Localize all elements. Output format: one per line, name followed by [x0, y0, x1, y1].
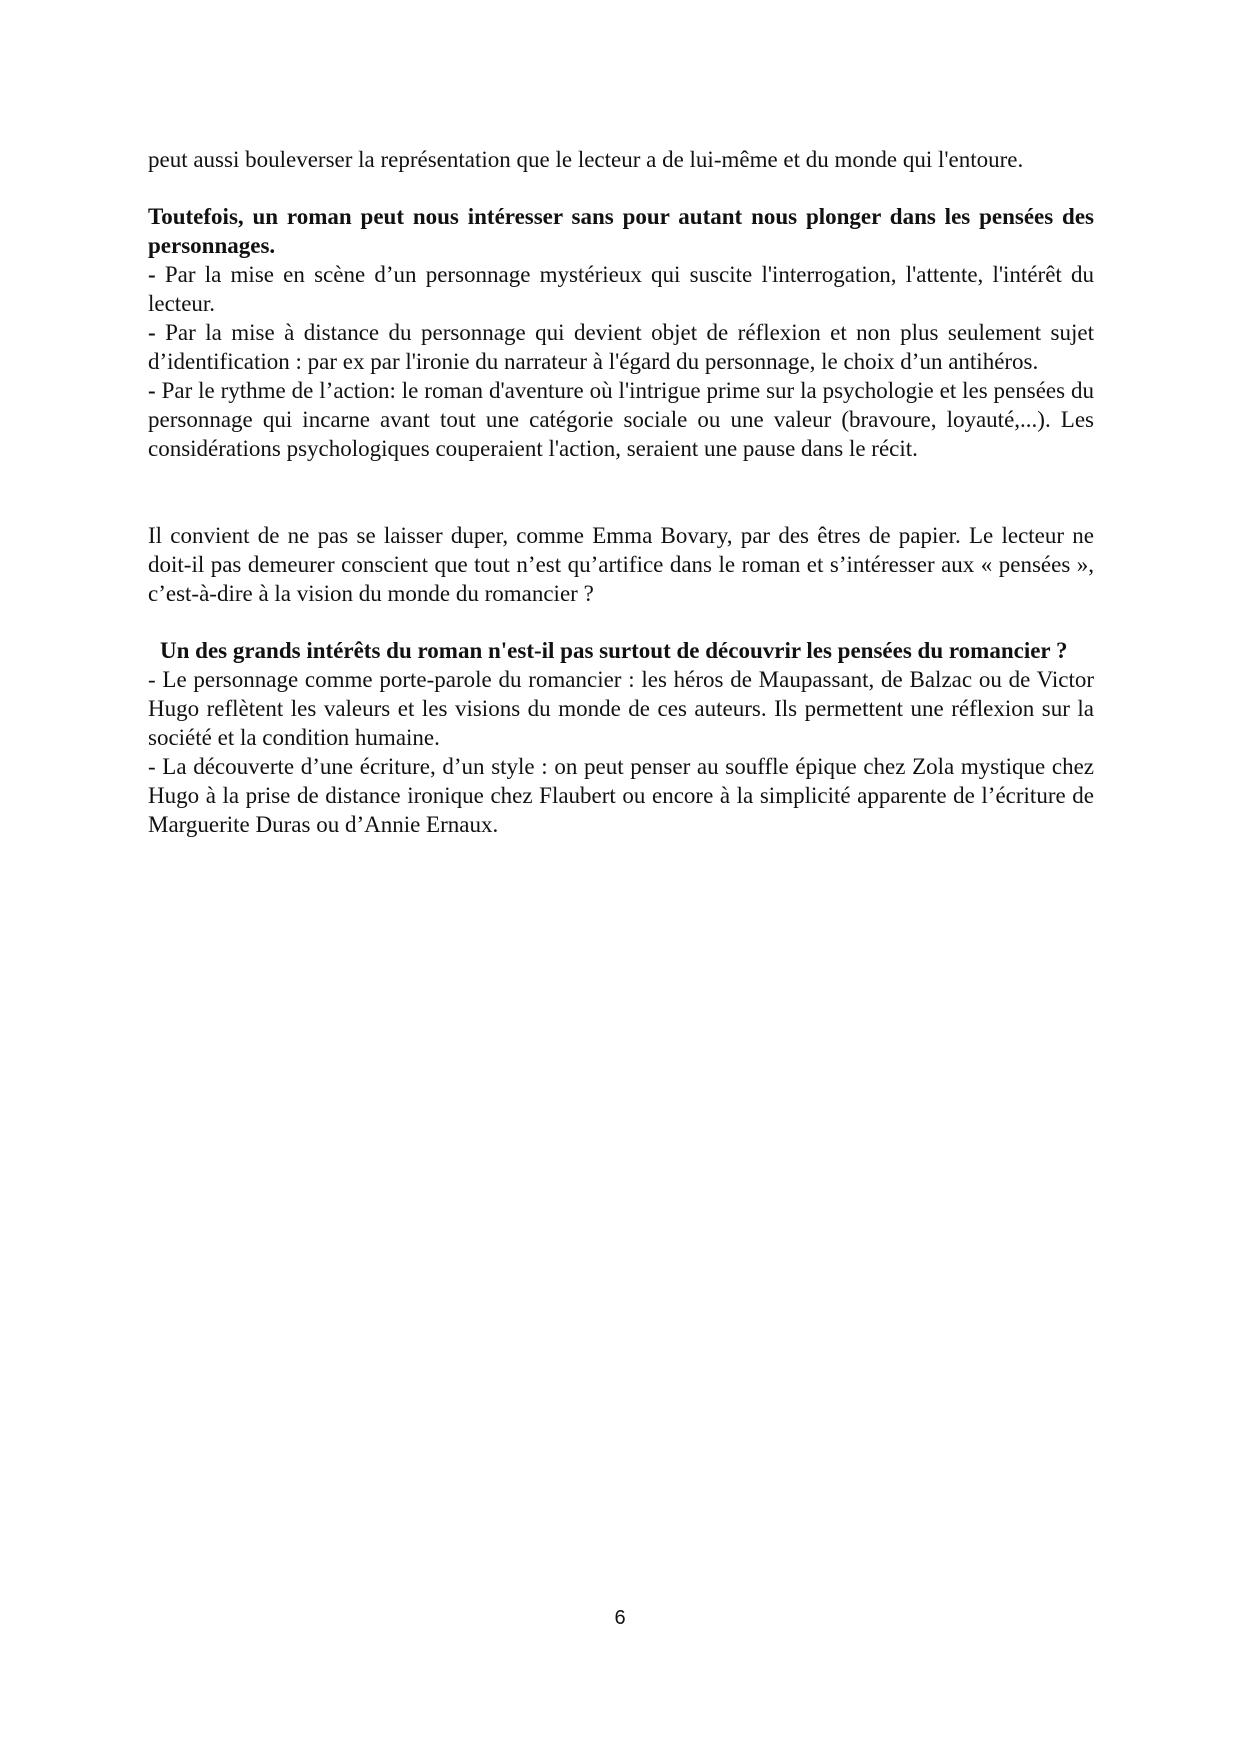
section1-heading: Toutefois, un roman peut nous intéresser sans pour autant nous plonger dans les pensées des personnages.	[148, 204, 1094, 258]
item-marker: -	[148, 378, 162, 403]
section1-item-1	[148, 260, 1094, 318]
item-text: Par la mise en scène d’un personnage mystérieux qui suscite l'interrogation, l'attente, l'intérêt du lecteur.	[148, 262, 1094, 316]
section2-heading: Un des grands intérêts du roman n'est-il pas surtout de découvrir les pensées du romancier ?	[160, 638, 1068, 663]
section2-item-1: - Le personnage comme porte-parole du romancier : les héros de Maupassant, de Balzac ou de Victor Hugo reflètent les valeurs et les visions du monde de ces auteurs. Ils permettent une réflexion sur la société et la condition humaine.	[148, 667, 1094, 750]
spacer	[148, 608, 1094, 636]
item-text: Par le rythme de l’action: le roman d'aventure où l'intrigue prime sur la psychologie et les pensées du personnage qui incarne avant tout une catégorie sociale ou une valeur (bravoure, loyauté,...). Les considérations psychologiques couperaient l'action, seraient une pause dans le récit.	[148, 378, 1094, 461]
transition-paragraph: Il convient de ne pas se laisser duper, comme Emma Bovary, par des êtres de papier. Le lecteur ne doit-il pas demeurer conscient que tout n’est qu’artifice dans le roman et s’intéresser aux « pensées », c’est-à-dire à la vision du monde du romancier ?	[148, 523, 1094, 606]
intro-continuation: peut aussi bouleverser la représentation que le lecteur a de lui-même et du monde qui l'entoure.	[148, 147, 1024, 172]
page-number: 6	[614, 1607, 626, 1629]
section2-item-2: - La découverte d’une écriture, d’un style : on peut penser au souffle épique chez Zola mystique chez Hugo à la prise de distance ironique chez Flaubert ou encore à la simplicité apparente de l’écriture de Marguerite Duras ou d’Annie Ernaux.	[148, 754, 1094, 837]
page-content	[148, 145, 1094, 839]
section1-item-2	[148, 318, 1094, 376]
section1-item-3	[148, 376, 1094, 463]
spacer	[148, 463, 1094, 521]
item-marker: -	[148, 320, 166, 345]
spacer	[148, 174, 1094, 202]
item-text: Par la mise à distance du personnage qui devient objet de réflexion et non plus seulement sujet d’identification : par ex par l'ironie du narrateur à l'égard du personnage, le choix d’un antihéros.	[148, 320, 1094, 374]
item-marker: -	[148, 262, 165, 287]
